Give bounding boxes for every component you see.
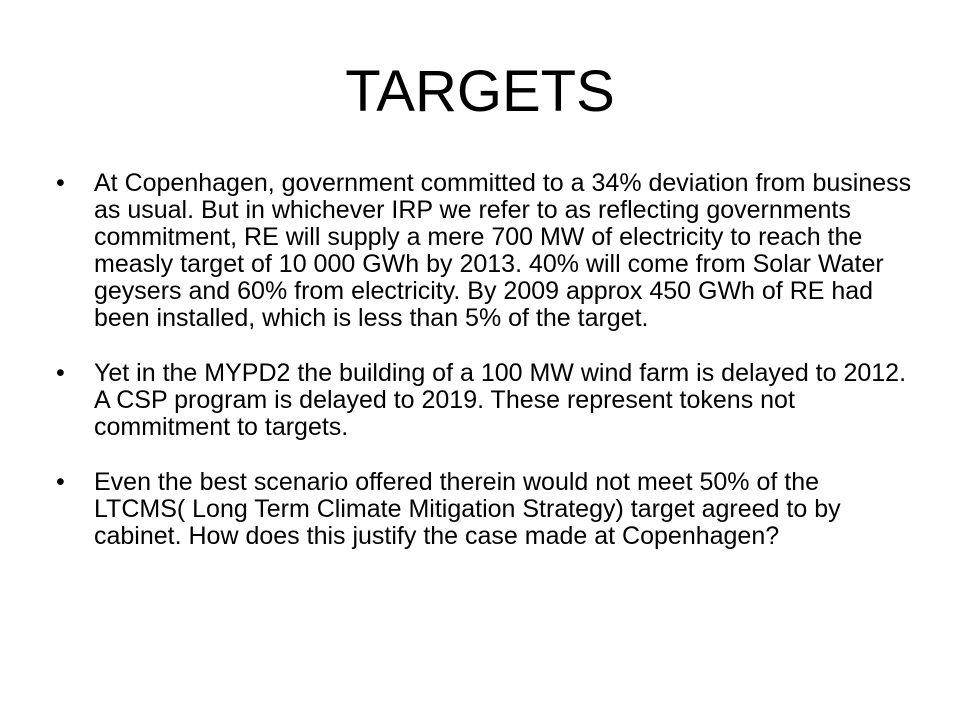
bullet-dot-icon: •	[56, 169, 65, 197]
bullet-dot-icon: •	[56, 468, 65, 496]
slide-title: TARGETS	[345, 59, 615, 124]
bullet-item	[56, 469, 916, 550]
bullet-dot-icon: •	[56, 359, 65, 387]
bullet-list	[56, 170, 916, 578]
bullet-text: Yet in the MYPD2 the building of a 100 MW wind farm is delayed to 2012. A CSP program is delayed to 2019. These represent tokens not commitment to targets.	[94, 359, 907, 441]
bullet-text: At Copenhagen, government committed to a 34% deviation from business as usual. But in whichever IRP we refer to as reflecting governments commitment, RE will supply a mere 700 MW of electricity to reach the measly target of 10 000 GWh by 2013. 40% will come from Solar Water geysers and 60% from electricity. By 2009 approx 450 GWh of RE had been installed, which is less than 5% of the target.	[94, 169, 912, 332]
bullet-item	[56, 170, 916, 332]
bullet-item	[56, 360, 916, 441]
bullet-text: Even the best scenario offered therein would not meet 50% of the LTCMS( Long Term Climate Mitigation Strategy) target agreed to by cabinet. How does this justify the case made at Copenhagen?	[94, 468, 841, 550]
